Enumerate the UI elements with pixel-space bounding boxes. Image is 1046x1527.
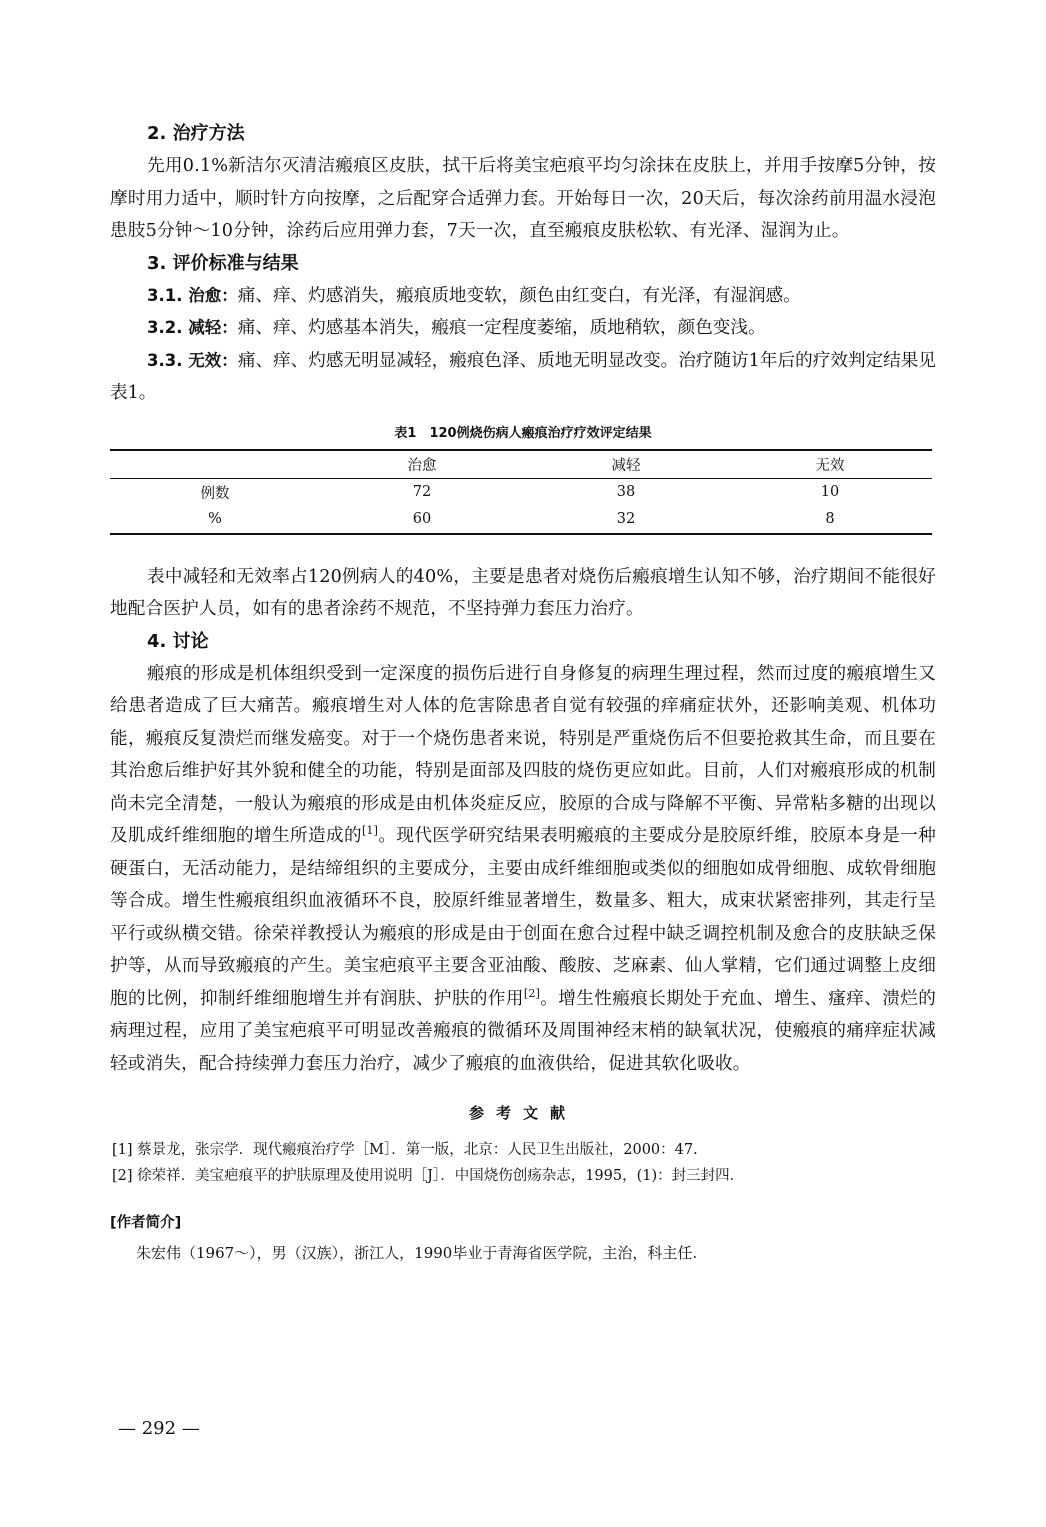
- table-row: [110, 478, 932, 506]
- page-number: — 292 —: [118, 1418, 200, 1439]
- author-bio-text: 朱宏伟（1967～），男（汉族），浙江人，1990毕业于青海省医学院，主治，科主任.: [136, 1244, 698, 1262]
- table-header-cell: 无效: [815, 457, 845, 474]
- criteria-ineffective: [110, 345, 936, 410]
- table-header-cell: 治愈: [407, 457, 437, 474]
- table-cell: 8: [825, 511, 835, 527]
- table-cell: 例数: [200, 485, 230, 502]
- criteria-text: 痛、痒、灼感无明显减轻，瘢痕色泽、质地无明显改变。治疗随访1年后的疗效判定结果见表1。: [110, 350, 936, 403]
- discussion-part-1: 瘢痕的形成是机体组织受到一定深度的损伤后进行自身修复的病理生理过程，然而过度的瘢痕增生又给患者造成了巨大痛苦。瘢痕增生对人体的危害除患者自觉有较强的痒痛症状外，还影响美观、机体功能，瘢痕反复溃烂而继发癌变。对于一个烧伤患者来说，特别是严重烧伤后不但要抢救其生命，而且要在其治愈后维护好其外貌和健全的功能，特别是面部及四肢的烧伤更应如此。目前，人们对瘢痕形成的机制尚未完全清楚，一般认为瘢痕的形成是由机体炎症反应，胶原的合成与降解不平衡、异常粘多糖的出现以及肌成纤维细胞的增生所造成的: [110, 663, 936, 846]
- section-4-heading: 4. 讨论: [147, 630, 209, 652]
- criteria-reduced: [110, 312, 936, 345]
- page-content: [110, 118, 936, 1266]
- section-2-text: 先用0.1%新洁尔灭清洁瘢痕区皮肤，拭干后将美宝疤痕平均匀涂抹在皮肤上，并用手按摩5分钟，按摩时用力适中，顺时针方向按摩，之后配穿合适弹力套。开始每日一次，20天后，每次涂药前用温水浸泡患肢5分钟～10分钟，涂药后应用弹力套，7天一次，直至瘢痕皮肤松软、有光泽、湿润为止。: [110, 156, 936, 241]
- criteria-label: 3.3. 无效：: [147, 350, 238, 370]
- citation-1: [1]: [361, 824, 379, 838]
- table-caption: 表1 120例烧伤病人瘢痕治疗疗效评定结果: [394, 425, 652, 441]
- discussion-text: [110, 658, 936, 1081]
- discussion-part-3: 。增生性瘢痕长期处于充血、增生、瘙痒、溃烂的病理过程，应用了美宝疤痕平可明显改善瘢痕的微循环及周围神经末梢的缺氧状况，使瘢痕的痛痒症状减轻或消失，配合持续弹力套压力治疗，减少了瘢痕的血液供给，促进其软化吸收。: [110, 988, 936, 1074]
- table-cell: 38: [616, 484, 636, 500]
- section-2-heading: 2. 治疗方法: [147, 123, 245, 144]
- reference-item: [2] 徐荣祥．美宝疤痕平的护肤原理及使用说明［J］．中国烧伤创疡杂志，1995，(1)：封三封四．: [112, 1168, 745, 1184]
- citation-2: [2]: [523, 986, 541, 1000]
- table-header-cell: 减轻: [611, 457, 641, 474]
- table-cell: 32: [616, 511, 636, 527]
- table-header-row: [110, 450, 932, 479]
- table-row: [110, 506, 932, 534]
- after-table-text: 表中减轻和无效率占120例病人的40%，主要是患者对烧伤后瘢痕增生认知不够，治疗期间不能很好地配合医护人员，如有的患者涂药不规范，不坚持弹力套压力治疗。: [110, 566, 936, 619]
- table-cell: 60: [412, 511, 432, 527]
- criteria-label: 3.1. 治愈：: [147, 285, 238, 305]
- results-table: [110, 449, 932, 535]
- criteria-label: 3.2. 减轻：: [147, 318, 238, 337]
- criteria-cured: [110, 280, 936, 313]
- table-cell: 10: [820, 484, 840, 500]
- table-cell: %: [208, 511, 222, 527]
- section-3-heading: 3. 评价标准与结果: [147, 252, 299, 274]
- discussion-part-2: 。现代医学研究结果表明瘢痕的主要成分是胶原纤维，胶原本身是一种硬蛋白，无活动能力，是结缔组织的主要成分，主要由成纤维细胞或类似的细胞如成骨细胞、成软骨细胞等合成。增生性瘢痕组织血液循环不良，胶原纤维显著增生，数量多、粗大，成束状紧密排列，其走行呈平行或纵横交错。徐荣祥教授认为瘢痕的形成是由于创面在愈合过程中缺乏调控机制及愈合的皮肤缺乏保护等，从而导致瘢痕的产生。美宝疤痕平主要含亚油酸、酸胺、芝麻素、仙人掌精，它们通过调整上皮细胞的比例，抑制纤维细胞增生并有润肤、护肤的作用: [110, 826, 936, 1009]
- reference-item: [1] 蔡景龙，张宗学．现代瘢痕治疗学［M］．第一版，北京：人民卫生出版社，2000：47.: [112, 1142, 698, 1158]
- references-title: 参考文献: [468, 1104, 577, 1122]
- table-header-cell: [110, 450, 320, 479]
- table-cell: 72: [412, 484, 432, 500]
- criteria-text: 痛、痒、灼感消失，瘢痕质地变软，颜色由红变白，有光泽，有湿润感。: [237, 285, 801, 306]
- criteria-text: 痛、痒、灼感基本消失，瘢痕一定程度萎缩，质地稍软，颜色变浅。: [237, 318, 766, 338]
- author-bio-title: [作者简介]: [110, 1215, 182, 1231]
